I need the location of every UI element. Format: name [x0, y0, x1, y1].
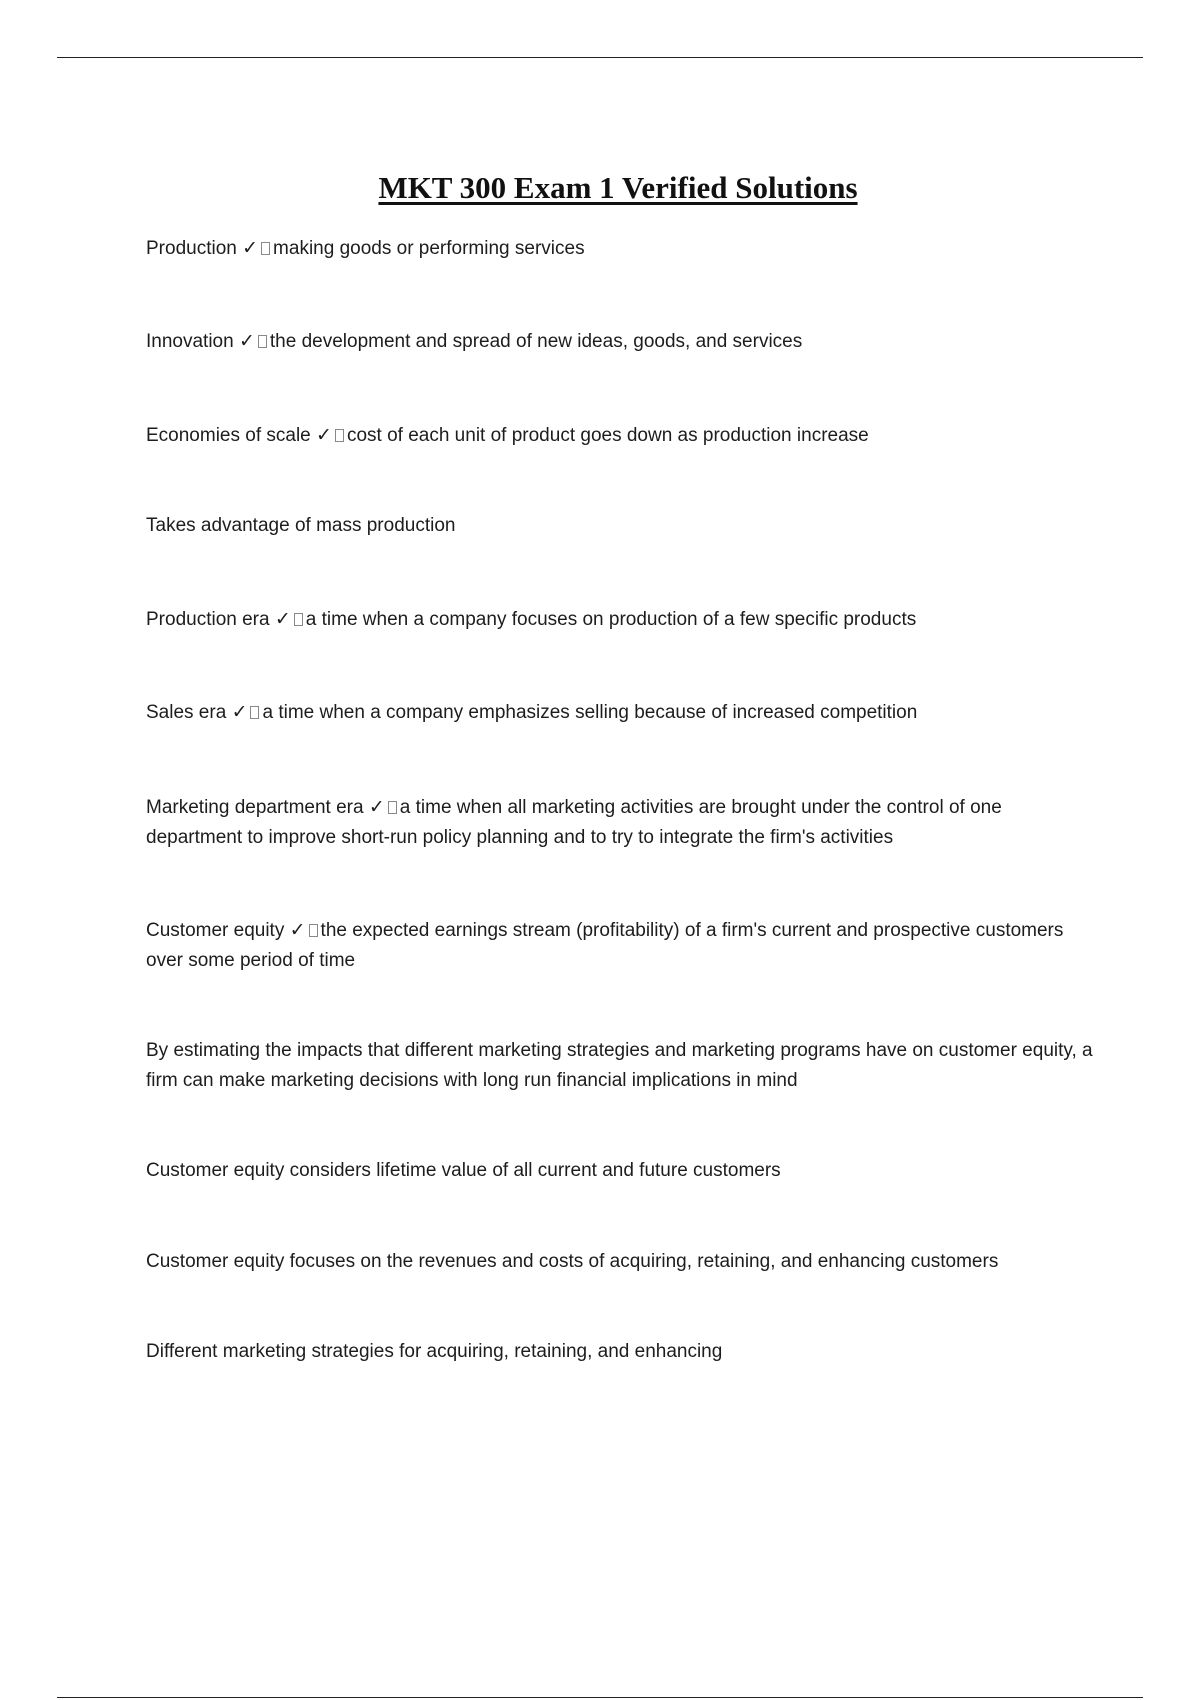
entry-text: Takes advantage of mass production: [146, 515, 456, 536]
entry-text: By estimating the impacts that different marketing strategies and marketing programs have on customer equity, a firm can make marketing decisions with long run financial implications in mind: [146, 1040, 1093, 1091]
check-icon: ✓: [368, 796, 385, 818]
entry-lifetime-value: [146, 1156, 1096, 1186]
entry-term: Marketing department era: [146, 797, 364, 818]
missing-glyph-box-icon: [294, 613, 303, 626]
entry-definition: a time when all marketing activities are brought under the control of one department to improve short-run policy planning and to try to integrate the firm's activities: [146, 797, 1002, 848]
entry-term: Economies of scale: [146, 425, 311, 446]
entry-customer-equity: [146, 915, 1096, 976]
check-icon: ✓: [231, 701, 248, 723]
entry-definition: cost of each unit of product goes down as production increase: [346, 425, 869, 446]
entry-definition: a time when a company focuses on production of a few specific products: [305, 609, 917, 630]
top-rule: [57, 57, 1143, 58]
entry-marketing-department-era: [146, 792, 1096, 853]
entry-definition: a time when a company emphasizes selling because of increased competition: [262, 702, 918, 723]
check-icon: ✓: [316, 424, 332, 446]
missing-glyph-box-icon: [261, 242, 270, 255]
check-icon: ✓: [274, 608, 291, 630]
entry-text: Customer equity focuses on the revenues and costs of acquiring, retaining, and enhancing customers: [146, 1251, 999, 1272]
check-icon: ✓: [289, 919, 306, 941]
entry-production: [146, 233, 1096, 264]
check-icon: ✓: [242, 237, 259, 259]
entry-sales-era: [146, 697, 1096, 728]
entry-different-strategies: [146, 1337, 1096, 1367]
entry-term: Production era: [146, 609, 270, 630]
missing-glyph-box-icon: [388, 801, 397, 814]
entry-revenues-costs: [146, 1247, 1096, 1277]
entry-definition: making goods or performing services: [273, 238, 585, 259]
entry-text: Different marketing strategies for acquiring, retaining, and enhancing: [146, 1341, 723, 1362]
entry-estimating-impacts: [146, 1036, 1096, 1096]
entry-production-era: [146, 604, 1096, 635]
check-icon: ✓: [238, 330, 255, 352]
entry-mass-production-note: [146, 511, 1096, 541]
missing-glyph-box-icon: [250, 706, 259, 719]
missing-glyph-box-icon: [258, 335, 267, 348]
entry-term: Customer equity: [146, 920, 285, 941]
bottom-rule: [57, 1697, 1143, 1698]
entry-definition: the expected earnings stream (profitability) of a firm's current and prospective customers over some period of time: [146, 920, 1064, 971]
entry-term: Production: [146, 238, 237, 259]
missing-glyph-box-icon: [309, 924, 318, 937]
missing-glyph-box-icon: [335, 429, 344, 442]
document-title: MKT 300 Exam 1 Verified Solutions: [378, 170, 858, 205]
entry-definition: the development and spread of new ideas, goods, and services: [269, 331, 803, 352]
entry-term: Innovation: [146, 331, 234, 352]
entry-text: Customer equity considers lifetime value of all current and future customers: [146, 1160, 781, 1181]
entry-term: Sales era: [146, 702, 227, 723]
entry-economies-of-scale: [146, 420, 1096, 451]
entry-innovation: [146, 326, 1096, 357]
